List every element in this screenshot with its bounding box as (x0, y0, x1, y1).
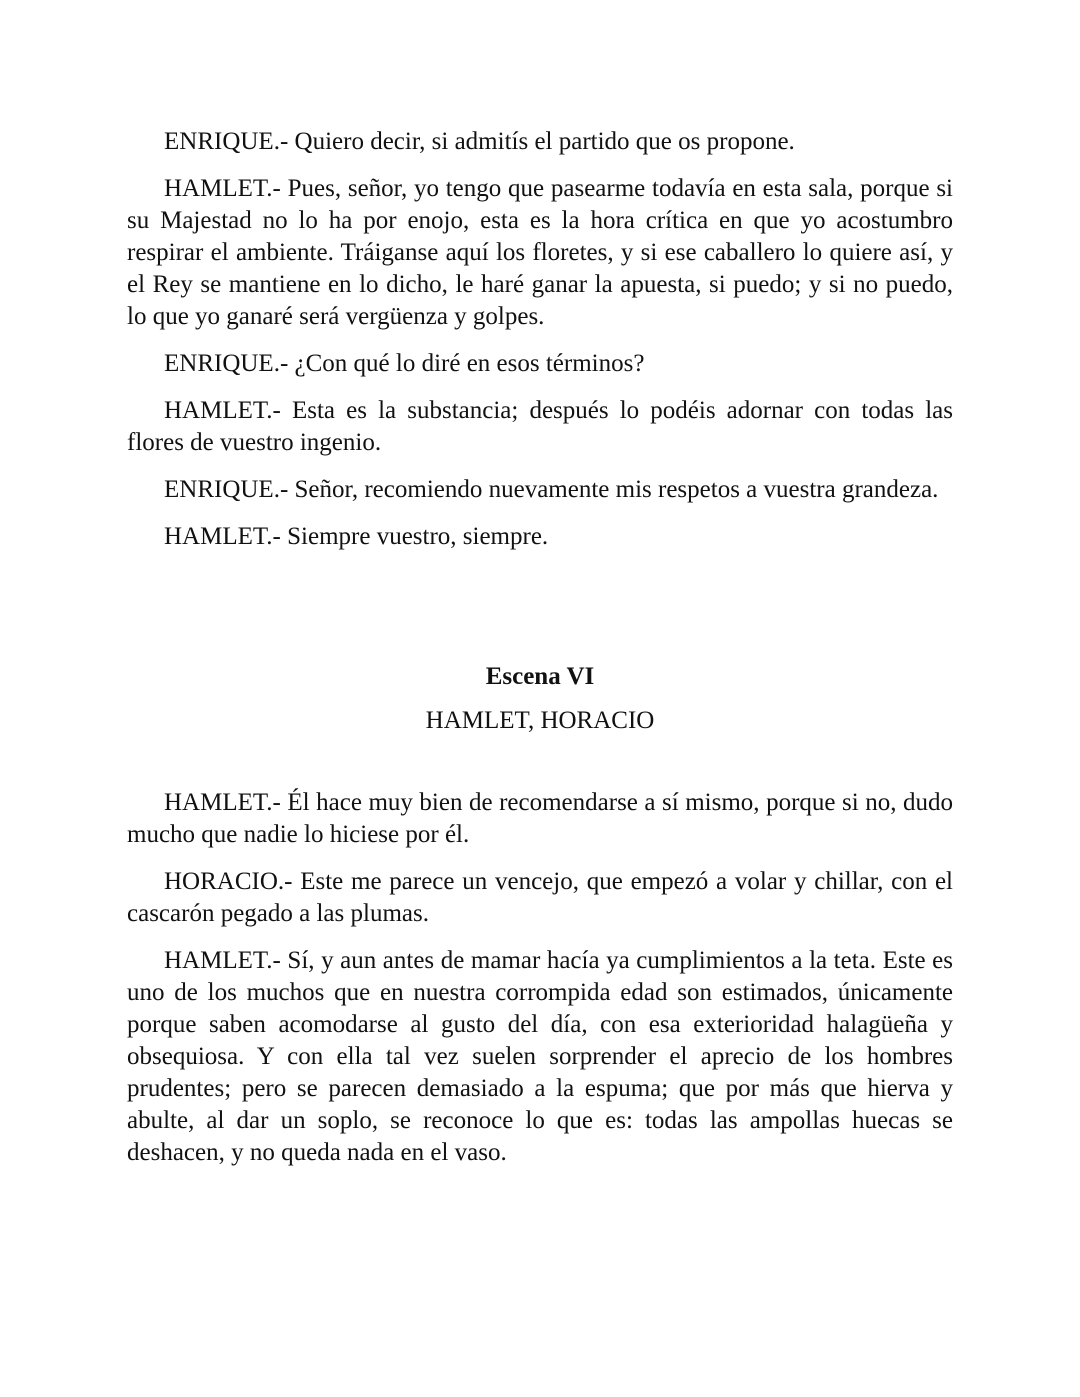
dialogue-line (127, 173, 953, 333)
speaker-name: HAMLET.- (164, 397, 281, 424)
dialogue-line (127, 474, 953, 506)
dialogue-line (127, 395, 953, 459)
dialogue-text: Quiero decir, si admitís el partido que os propone. (288, 128, 795, 155)
dialogue-text: Señor, recomiendo nuevamente mis respetos a vuestra grandeza. (288, 476, 939, 503)
speaker-name: HORACIO.- (164, 868, 293, 895)
scene-characters: HAMLET, HORACIO (425, 707, 655, 734)
dialogue-text: Sí, y aun antes de mamar hacía ya cumplimientos a la teta. Este es uno de los muchos que en nuestra corrompida edad son estimados, únicamente porque saben acomodarse al gusto del día, con esa exterioridad halagüeña y obsequiosa. Y con ella tal vez suelen sorprender el aprecio de los hombres prudentes; pero se parecen demasiado a la espuma; que por más que hierva y abulte, al dar un soplo, se reconoce lo que es: todas las ampollas huecas se deshacen, y no queda nada en el vaso. (127, 947, 953, 1166)
speaker-name: ENRIQUE.- (164, 476, 289, 503)
dialogue-text: Este me parece un vencejo, que empezó a volar y chillar, con el cascarón pegado a las plumas. (127, 868, 953, 927)
speaker-name: HAMLET.- (164, 523, 281, 550)
dialogue-line (127, 348, 953, 380)
scene-dialogue (127, 787, 953, 1169)
speaker-name: HAMLET.- (164, 175, 281, 202)
speaker-name: ENRIQUE.- (164, 128, 289, 155)
dialogue-text: ¿Con qué lo diré en esos términos? (288, 350, 645, 377)
dialogue-line (127, 521, 953, 553)
speaker-name: ENRIQUE.- (164, 350, 289, 377)
dialogue-line (127, 866, 953, 930)
dialogue-text: Siempre vuestro, siempre. (280, 523, 549, 550)
dialogue-text: Esta es la substancia; después lo podéis adornar con todas las flores de vuestro ingenio. (127, 397, 953, 456)
scene-title: Escena VI (485, 663, 595, 690)
dialogue-text: Pues, señor, yo tengo que pasearme todavía en esta sala, porque si su Majestad no lo ha por enojo, esta es la hora crítica en que yo acostumbro respirar el ambiente. Tráiganse aquí los floretes, y si ese caballero lo quiere así, y el Rey se mantiene en lo dicho, le haré ganar la apuesta, si puedo; y si no puedo, lo que yo ganaré será vergüenza y golpes. (127, 175, 953, 330)
dialogue-line (127, 126, 953, 158)
dialogue-text: Él hace muy bien de recomendarse a sí mismo, porque si no, dudo mucho que nadie lo hiciese por él. (127, 789, 953, 848)
document-page (127, 126, 953, 1184)
speaker-name: HAMLET.- (164, 947, 281, 974)
dialogue-line (127, 945, 953, 1169)
speaker-name: HAMLET.- (164, 789, 281, 816)
dialogue-line (127, 787, 953, 851)
